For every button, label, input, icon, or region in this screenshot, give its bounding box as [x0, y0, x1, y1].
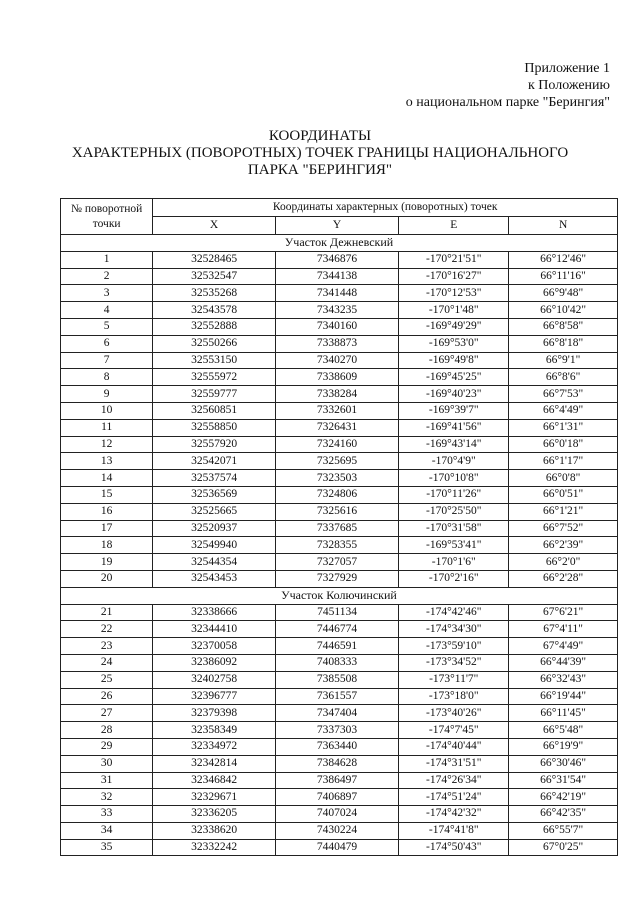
n-cell: 67°4'49" [509, 638, 618, 655]
x-cell: 32543578 [153, 302, 276, 319]
point-number-cell: 25 [61, 671, 153, 688]
e-cell: -169°53'0" [399, 335, 509, 352]
n-cell: 67°6'21" [509, 604, 618, 621]
point-number-cell: 29 [61, 738, 153, 755]
n-cell: 66°2'28" [509, 570, 618, 587]
x-cell: 32402758 [153, 671, 276, 688]
x-cell: 32386092 [153, 654, 276, 671]
table-row [61, 402, 618, 419]
table-row [61, 789, 618, 806]
table-row [61, 369, 618, 386]
n-cell: 66°42'35" [509, 806, 618, 823]
appendix-line-3: о национальном парке "Берингия" [405, 95, 610, 110]
n-cell: 66°1'17" [509, 453, 618, 470]
table-row [61, 537, 618, 554]
point-number-cell: 1 [61, 251, 153, 268]
x-cell: 32558850 [153, 419, 276, 436]
y-cell: 7446774 [275, 621, 398, 638]
table-row [61, 285, 618, 302]
table-row [61, 654, 618, 671]
x-cell: 32557920 [153, 436, 276, 453]
coordinates-table [60, 198, 618, 856]
point-number-cell: 4 [61, 302, 153, 319]
x-cell: 32338666 [153, 604, 276, 621]
header-coordinates: Координаты характерных (поворотных) точек [153, 199, 618, 217]
table-row [61, 520, 618, 537]
n-cell: 66°12'46" [509, 251, 618, 268]
table-row [61, 352, 618, 369]
e-cell: -174°34'30" [399, 621, 509, 638]
n-cell: 66°9'48" [509, 285, 618, 302]
n-cell: 66°2'0" [509, 554, 618, 571]
y-cell: 7337685 [275, 520, 398, 537]
y-cell: 7325616 [275, 503, 398, 520]
y-cell: 7324160 [275, 436, 398, 453]
x-cell: 32334972 [153, 738, 276, 755]
point-number-cell: 32 [61, 789, 153, 806]
x-cell: 32344410 [153, 621, 276, 638]
point-number-cell: 9 [61, 386, 153, 403]
e-cell: -174°50'43" [399, 839, 509, 856]
point-number-cell: 34 [61, 822, 153, 839]
y-cell: 7325695 [275, 453, 398, 470]
title-line-1: КООРДИНАТЫ [268, 128, 372, 144]
x-cell: 32525665 [153, 503, 276, 520]
header-n: N [509, 217, 618, 235]
n-cell: 66°8'58" [509, 318, 618, 335]
x-cell: 32560851 [153, 402, 276, 419]
e-cell: -170°10'8" [399, 470, 509, 487]
y-cell: 7384628 [275, 755, 398, 772]
table-row [61, 503, 618, 520]
n-cell: 66°7'52" [509, 520, 618, 537]
table-row [61, 453, 618, 470]
y-cell: 7327057 [275, 554, 398, 571]
x-cell: 32542071 [153, 453, 276, 470]
y-cell: 7340160 [275, 318, 398, 335]
y-cell: 7386497 [275, 772, 398, 789]
e-cell: -173°34'52" [399, 654, 509, 671]
x-cell: 32342814 [153, 755, 276, 772]
point-number-cell: 18 [61, 537, 153, 554]
e-cell: -174°42'46" [399, 604, 509, 621]
point-number-cell: 11 [61, 419, 153, 436]
x-cell: 32379398 [153, 705, 276, 722]
n-cell: 66°5'48" [509, 722, 618, 739]
n-cell: 66°19'44" [509, 688, 618, 705]
n-cell: 66°19'9" [509, 738, 618, 755]
x-cell: 32329671 [153, 789, 276, 806]
x-cell: 32370058 [153, 638, 276, 655]
y-cell: 7340270 [275, 352, 398, 369]
y-cell: 7341448 [275, 285, 398, 302]
point-number-cell: 5 [61, 318, 153, 335]
title-line-3: ПАРКА "БЕРИНГИЯ" [247, 162, 393, 178]
x-cell: 32536569 [153, 486, 276, 503]
y-cell: 7347404 [275, 705, 398, 722]
e-cell: -169°45'25" [399, 369, 509, 386]
table-row [61, 722, 618, 739]
y-cell: 7338609 [275, 369, 398, 386]
table-row [61, 705, 618, 722]
header-e: E [399, 217, 509, 235]
y-cell: 7440479 [275, 839, 398, 856]
table-row [61, 554, 618, 571]
x-cell: 32528465 [153, 251, 276, 268]
n-cell: 66°0'51" [509, 486, 618, 503]
table-body [61, 235, 618, 856]
header-point-number: № поворотной точки [61, 199, 153, 235]
n-cell: 66°4'49" [509, 402, 618, 419]
table-row [61, 318, 618, 335]
point-number-cell: 31 [61, 772, 153, 789]
y-cell: 7406897 [275, 789, 398, 806]
document-title [0, 128, 640, 179]
x-cell: 32543453 [153, 570, 276, 587]
y-cell: 7344138 [275, 268, 398, 285]
point-number-cell: 12 [61, 436, 153, 453]
e-cell: -169°49'8" [399, 352, 509, 369]
e-cell: -174°31'51" [399, 755, 509, 772]
section-title: Участок Колючинский [61, 587, 618, 604]
x-cell: 32358349 [153, 722, 276, 739]
y-cell: 7327929 [275, 570, 398, 587]
table-row [61, 436, 618, 453]
e-cell: -170°21'51" [399, 251, 509, 268]
y-cell: 7338284 [275, 386, 398, 403]
point-number-cell: 21 [61, 604, 153, 621]
e-cell: -174°42'32" [399, 806, 509, 823]
y-cell: 7407024 [275, 806, 398, 823]
point-number-cell: 22 [61, 621, 153, 638]
n-cell: 66°8'6" [509, 369, 618, 386]
e-cell: -170°16'27" [399, 268, 509, 285]
table-row [61, 302, 618, 319]
n-cell: 66°32'43" [509, 671, 618, 688]
table-row [61, 738, 618, 755]
table-row [61, 486, 618, 503]
y-cell: 7408333 [275, 654, 398, 671]
e-cell: -174°40'44" [399, 738, 509, 755]
y-cell: 7343235 [275, 302, 398, 319]
y-cell: 7338873 [275, 335, 398, 352]
e-cell: -174°26'34" [399, 772, 509, 789]
n-cell: 66°2'39" [509, 537, 618, 554]
e-cell: -174°7'45" [399, 722, 509, 739]
point-number-cell: 16 [61, 503, 153, 520]
table-row [61, 772, 618, 789]
title-line-2: ХАРАКТЕРНЫХ (ПОВОРОТНЫХ) ТОЧЕК ГРАНИЦЫ НАЦИОНАЛЬНОГО [71, 145, 569, 161]
x-cell: 32544354 [153, 554, 276, 571]
n-cell: 66°44'39" [509, 654, 618, 671]
appendix-caption [406, 60, 610, 111]
section-row [61, 587, 618, 604]
y-cell: 7346876 [275, 251, 398, 268]
table-row [61, 755, 618, 772]
point-number-cell: 6 [61, 335, 153, 352]
n-cell: 66°42'19" [509, 789, 618, 806]
e-cell: -170°2'16" [399, 570, 509, 587]
table-row [61, 268, 618, 285]
e-cell: -170°1'6" [399, 554, 509, 571]
point-number-cell: 20 [61, 570, 153, 587]
point-number-cell: 14 [61, 470, 153, 487]
y-cell: 7361557 [275, 688, 398, 705]
e-cell: -173°18'0" [399, 688, 509, 705]
header-y: Y [275, 217, 398, 235]
header-x: X [153, 217, 276, 235]
e-cell: -170°11'26" [399, 486, 509, 503]
n-cell: 66°0'18" [509, 436, 618, 453]
point-number-cell: 28 [61, 722, 153, 739]
point-number-cell: 7 [61, 352, 153, 369]
n-cell: 66°8'18" [509, 335, 618, 352]
e-cell: -173°59'10" [399, 638, 509, 655]
point-number-cell: 3 [61, 285, 153, 302]
n-cell: 66°10'42" [509, 302, 618, 319]
section-row [61, 235, 618, 252]
point-number-cell: 10 [61, 402, 153, 419]
e-cell: -170°12'53" [399, 285, 509, 302]
point-number-cell: 2 [61, 268, 153, 285]
y-cell: 7326431 [275, 419, 398, 436]
x-cell: 32537574 [153, 470, 276, 487]
e-cell: -173°40'26" [399, 705, 509, 722]
e-cell: -174°41'8" [399, 822, 509, 839]
y-cell: 7385508 [275, 671, 398, 688]
e-cell: -170°25'50" [399, 503, 509, 520]
point-number-cell: 13 [61, 453, 153, 470]
table-row [61, 335, 618, 352]
x-cell: 32552888 [153, 318, 276, 335]
n-cell: 66°9'1" [509, 352, 618, 369]
x-cell: 32549940 [153, 537, 276, 554]
n-cell: 66°30'46" [509, 755, 618, 772]
table-row [61, 806, 618, 823]
point-number-cell: 15 [61, 486, 153, 503]
point-number-cell: 35 [61, 839, 153, 856]
x-cell: 32332242 [153, 839, 276, 856]
table-row [61, 671, 618, 688]
e-cell: -169°43'14" [399, 436, 509, 453]
y-cell: 7332601 [275, 402, 398, 419]
e-cell: -170°1'48" [399, 302, 509, 319]
x-cell: 32396777 [153, 688, 276, 705]
y-cell: 7337303 [275, 722, 398, 739]
n-cell: 66°7'53" [509, 386, 618, 403]
point-number-cell: 26 [61, 688, 153, 705]
n-cell: 66°0'8" [509, 470, 618, 487]
x-cell: 32555972 [153, 369, 276, 386]
n-cell: 66°11'45" [509, 705, 618, 722]
table-row [61, 570, 618, 587]
appendix-line-1: Приложение 1 [524, 61, 610, 76]
x-cell: 32535268 [153, 285, 276, 302]
y-cell: 7451134 [275, 604, 398, 621]
y-cell: 7446591 [275, 638, 398, 655]
x-cell: 32550266 [153, 335, 276, 352]
x-cell: 32338620 [153, 822, 276, 839]
table-row [61, 621, 618, 638]
n-cell: 67°0'25" [509, 839, 618, 856]
table-row [61, 688, 618, 705]
point-number-cell: 19 [61, 554, 153, 571]
table-row [61, 604, 618, 621]
e-cell: -174°51'24" [399, 789, 509, 806]
x-cell: 32553150 [153, 352, 276, 369]
table-row [61, 386, 618, 403]
point-number-cell: 33 [61, 806, 153, 823]
y-cell: 7328355 [275, 537, 398, 554]
e-cell: -173°11'7" [399, 671, 509, 688]
table-row [61, 839, 618, 856]
table-row [61, 822, 618, 839]
point-number-cell: 17 [61, 520, 153, 537]
e-cell: -169°41'56" [399, 419, 509, 436]
x-cell: 32532547 [153, 268, 276, 285]
point-number-cell: 24 [61, 654, 153, 671]
e-cell: -169°40'23" [399, 386, 509, 403]
e-cell: -170°4'9" [399, 453, 509, 470]
table-row [61, 419, 618, 436]
x-cell: 32336205 [153, 806, 276, 823]
table-row [61, 638, 618, 655]
y-cell: 7363440 [275, 738, 398, 755]
table-row [61, 470, 618, 487]
table-row [61, 251, 618, 268]
section-title: Участок Дежневский [61, 235, 618, 252]
x-cell: 32346842 [153, 772, 276, 789]
point-number-cell: 8 [61, 369, 153, 386]
e-cell: -169°49'29" [399, 318, 509, 335]
y-cell: 7430224 [275, 822, 398, 839]
e-cell: -169°39'7" [399, 402, 509, 419]
e-cell: -170°31'58" [399, 520, 509, 537]
n-cell: 66°31'54" [509, 772, 618, 789]
y-cell: 7324806 [275, 486, 398, 503]
point-number-cell: 30 [61, 755, 153, 772]
appendix-line-2: к Положению [527, 78, 610, 93]
n-cell: 66°55'7" [509, 822, 618, 839]
n-cell: 66°1'31" [509, 419, 618, 436]
header-row-1 [61, 199, 618, 217]
n-cell: 66°11'16" [509, 268, 618, 285]
x-cell: 32520937 [153, 520, 276, 537]
n-cell: 67°4'11" [509, 621, 618, 638]
x-cell: 32559777 [153, 386, 276, 403]
n-cell: 66°1'21" [509, 503, 618, 520]
e-cell: -169°53'41" [399, 537, 509, 554]
point-number-cell: 23 [61, 638, 153, 655]
point-number-cell: 27 [61, 705, 153, 722]
y-cell: 7323503 [275, 470, 398, 487]
